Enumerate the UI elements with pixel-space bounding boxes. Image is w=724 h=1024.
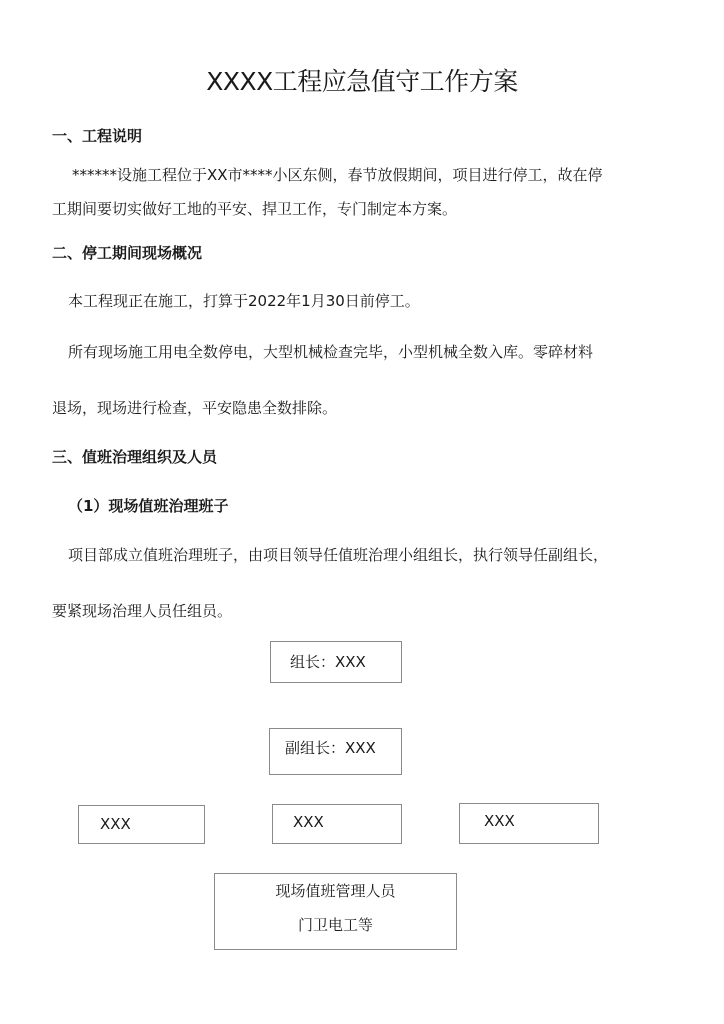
section-2-paragraph-2-line-1: 所有现场施工用电全数停电，大型机械检查完毕，小型机械全数入库。零碎材料 <box>68 343 594 361</box>
org-member-3-label: XXX <box>484 812 515 830</box>
org-box-member-1 <box>78 805 205 844</box>
org-leader-label: 组长：XXX <box>290 653 366 671</box>
page-title: XXXX工程应急值守工作方案 <box>206 67 518 96</box>
section-3-subheading: （1）现场值班治理班子 <box>68 497 229 515</box>
section-2-paragraph-1: 本工程现正在施工，打算于2022年1月30日前停工。 <box>68 292 420 310</box>
org-box-deputy <box>269 728 402 775</box>
section-heading-2: 二、停工期间现场概况 <box>52 244 203 262</box>
org-deputy-label: 副组长：XXX <box>285 739 376 757</box>
section-3-paragraph-line-1: 项目部成立值班治理班子，由项目领导任值班治理小组组长，执行领导任副组长， <box>68 546 609 564</box>
section-2-paragraph-2-line-2: 退场，现场进行检查，平安隐患全数排除。 <box>52 399 338 417</box>
section-3-paragraph-line-2: 要紧现场治理人员任组员。 <box>52 602 233 620</box>
org-box-member-2 <box>272 804 402 844</box>
org-box-leader <box>270 641 402 683</box>
section-heading-1: 一、工程说明 <box>52 127 143 145</box>
section-1-paragraph-line-2: 工期间要切实做好工地的平安、捍卫工作，专门制定本方案。 <box>52 200 458 218</box>
org-member-1-label: XXX <box>100 815 131 833</box>
section-heading-3: 三、值班治理组织及人员 <box>52 448 218 466</box>
org-box-staff <box>214 873 457 950</box>
section-1-paragraph-line-1: ******设施工程位于XX市****小区东侧，春节放假期间，项目进行停工，故在停 <box>72 166 603 184</box>
org-staff-line-1: 现场值班管理人员 <box>275 882 396 900</box>
org-staff-line-2: 门卫电工等 <box>297 916 373 934</box>
org-box-member-3 <box>459 803 599 844</box>
org-member-2-label: XXX <box>293 813 324 831</box>
